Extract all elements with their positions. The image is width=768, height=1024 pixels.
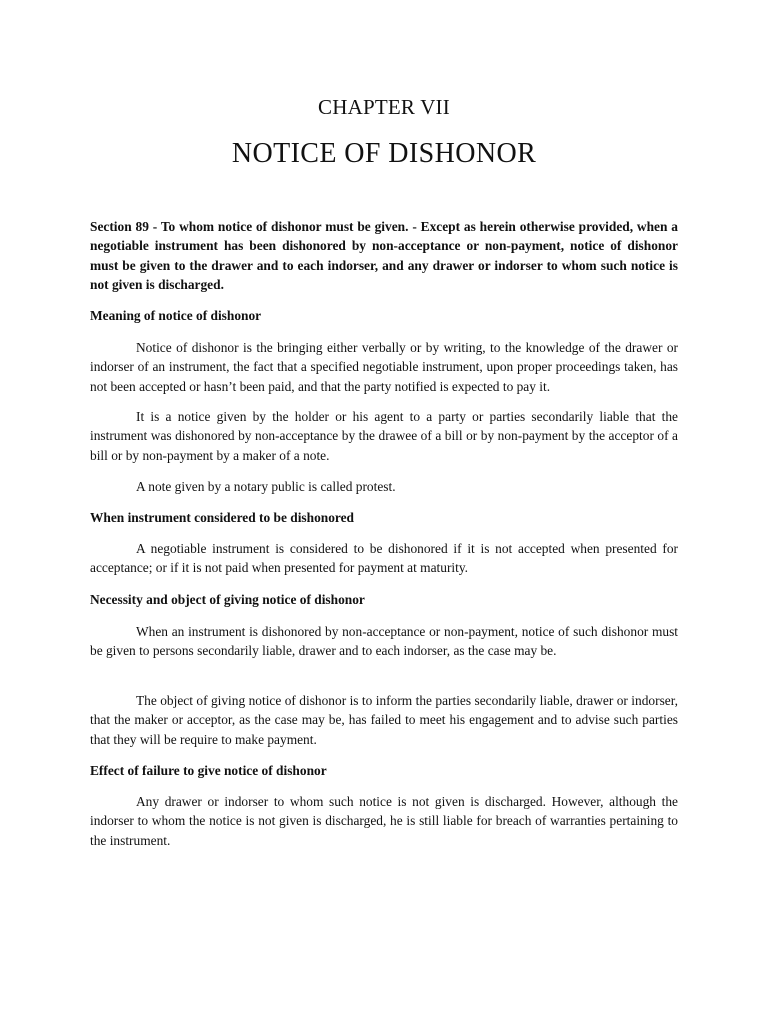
- heading-meaning: Meaning of notice of dishonor: [90, 308, 262, 323]
- chapter-heading: CHAPTER VII: [318, 95, 450, 119]
- section-89-text: Section 89 - To whom notice of dishonor must be given. - Except as herein otherwise provided, when a negotiable instrument has been dishonored by non-acceptance or non-payment, notice of dishonor must be given to the drawer and to each indorser, and any drawer or indorser to whom such notice is not given is discharged.: [90, 219, 678, 292]
- heading-when-dishonored: When instrument considered to be dishonored: [90, 510, 355, 525]
- paragraph-necessity-2: The object of giving notice of dishonor is to inform the parties secondarily liable, drawer or indorser, that the maker or acceptor, as the case may be, has failed to meet his engagement and to advise such parties that they will be require to make payment.: [90, 693, 678, 747]
- page-title: NOTICE OF DISHONOR: [231, 138, 537, 169]
- paragraph-effect-1: Any drawer or indorser to whom such notice is not given is discharged. However, although the indorser to whom the notice is not given is discharged, he is still liable for breach of warranties pertaining to the instrument.: [90, 794, 678, 848]
- paragraph-necessity-1: When an instrument is dishonored by non-acceptance or non-payment, notice of such dishonor must be given to persons secondarily liable, drawer and to each indorser, as the case may be.: [90, 624, 678, 659]
- paragraph-meaning-1: Notice of dishonor is the bringing either verbally or by writing, to the knowledge of the drawer or indorser of an instrument, the fact that a specified negotiable instrument, upon proper proceedings taken, has not been accepted or hasn’t been paid, and that the party notified is expected to pay it.: [90, 340, 678, 394]
- paragraph-meaning-3: A note given by a notary public is called protest.: [136, 479, 396, 494]
- paragraph-meaning-2: It is a notice given by the holder or his agent to a party or parties secondarily liable that the instrument was dishonored by non-acceptance by the drawee of a bill or by non-payment by the acceptor of a bill or by non-payment by a maker of a note.: [90, 409, 678, 463]
- heading-effect: Effect of failure to give notice of dishonor: [90, 763, 327, 778]
- paragraph-when-1: A negotiable instrument is considered to be dishonored if it is not accepted when presented for acceptance; or if it is not paid when presented for payment at maturity.: [90, 541, 678, 576]
- heading-necessity: Necessity and object of giving notice of dishonor: [90, 592, 365, 607]
